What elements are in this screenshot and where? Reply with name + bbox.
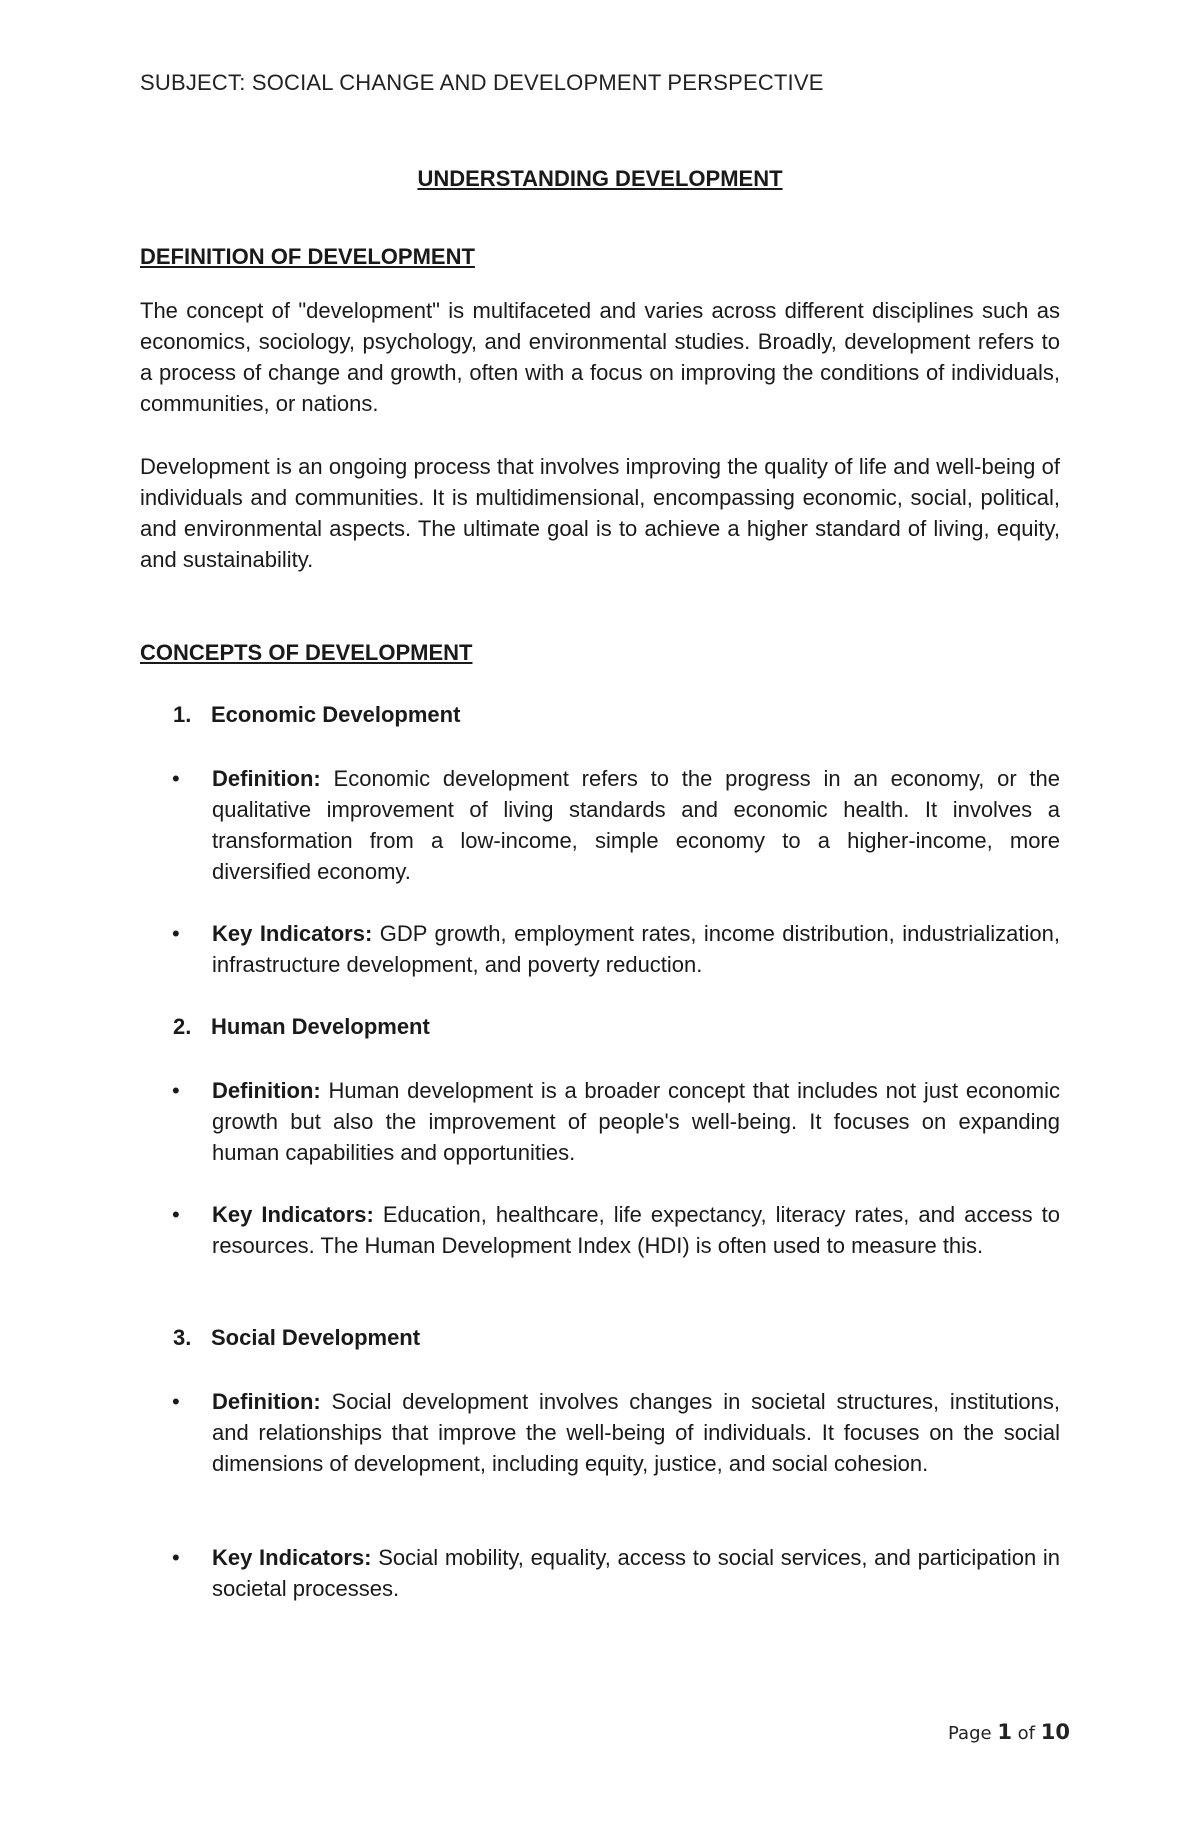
bullet-text: Social development involves changes in societal structures, institutions, and relationships that improve the well-being of individuals. It focuses on the social dimensions of development, including equity, justice, and social cohesion. [212, 1389, 1060, 1476]
total-page-count: 10 [1040, 1720, 1070, 1744]
current-page-number: 1 [997, 1720, 1012, 1744]
concept-title: Social Development [211, 1325, 421, 1350]
bullet-label: Definition: [212, 1389, 321, 1414]
definition-heading: DEFINITION OF DEVELOPMENT [140, 244, 475, 269]
concept-title: Human Development [211, 1014, 430, 1039]
definition-paragraph-2: Development is an ongoing process that involves improving the quality of life and well-being of individuals and communities. It is multidimensional, encompassing economic, social, political, and environmental aspects. The ultimate goal is to achieve a higher standard of living, equity, and sustainability. [140, 454, 1060, 572]
concepts-heading: CONCEPTS OF DEVELOPMENT [140, 640, 473, 665]
bullet-icon: • [172, 1078, 180, 1103]
bullet-label: Definition: [212, 766, 321, 791]
bullet-icon: • [172, 766, 180, 791]
concept-title: Economic Development [211, 702, 461, 727]
bullet-label: Key Indicators: [212, 1202, 374, 1227]
concept-heading-economic [173, 702, 460, 728]
bullet-label: Key Indicators: [212, 1545, 372, 1570]
economic-definition-bullet [172, 763, 1060, 887]
bullet-icon: • [172, 1389, 180, 1414]
bullet-text: Education, healthcare, life expectancy, literacy rates, and access to resources. The Human Development Index (HDI) is often used to measure this. [212, 1202, 1060, 1258]
concept-number: 2. [173, 1014, 192, 1039]
bullet-text: Human development is a broader concept that includes not just economic growth but also the improvement of people's well-being. It focuses on expanding human capabilities and opportunities. [212, 1078, 1060, 1165]
bullet-text: GDP growth, employment rates, income distribution, industrialization, infrastructure development, and poverty reduction. [212, 921, 1060, 977]
bullet-label: Definition: [212, 1078, 321, 1103]
bullet-text: Social mobility, equality, access to social services, and participation in societal processes. [212, 1545, 1061, 1601]
bullet-icon: • [172, 1545, 180, 1570]
bullet-icon: • [172, 1202, 180, 1227]
concept-number: 3. [173, 1325, 192, 1350]
definition-paragraph-1: The concept of "development" is multifaceted and varies across different disciplines such as economics, sociology, psychology, and environmental studies. Broadly, development refers to a process of change and growth, often with a focus on improving the conditions of individuals, communities, or nations. [140, 298, 1060, 416]
human-indicators-bullet [172, 1199, 1060, 1261]
bullet-label: Key Indicators: [212, 921, 373, 946]
social-indicators-bullet [172, 1542, 1060, 1604]
economic-indicators-bullet [172, 918, 1060, 980]
concept-heading-social [173, 1325, 420, 1351]
page-number-footer [948, 1720, 1070, 1744]
concept-number: 1. [173, 702, 192, 727]
human-definition-bullet [172, 1075, 1060, 1168]
page-header-subject: SUBJECT: SOCIAL CHANGE AND DEVELOPMENT PERSPECTIVE [140, 70, 824, 95]
document-title: UNDERSTANDING DEVELOPMENT [417, 166, 783, 191]
of-word: of [1017, 1723, 1036, 1744]
concept-heading-human [173, 1014, 430, 1040]
bullet-icon: • [172, 921, 180, 946]
page-word: Page [948, 1723, 992, 1744]
social-definition-bullet [172, 1386, 1060, 1479]
bullet-text: Economic development refers to the progress in an economy, or the qualitative improvement of living standards and economic health. It involves a transformation from a low-income, simple economy to a higher-income, more diversified economy. [212, 766, 1060, 884]
